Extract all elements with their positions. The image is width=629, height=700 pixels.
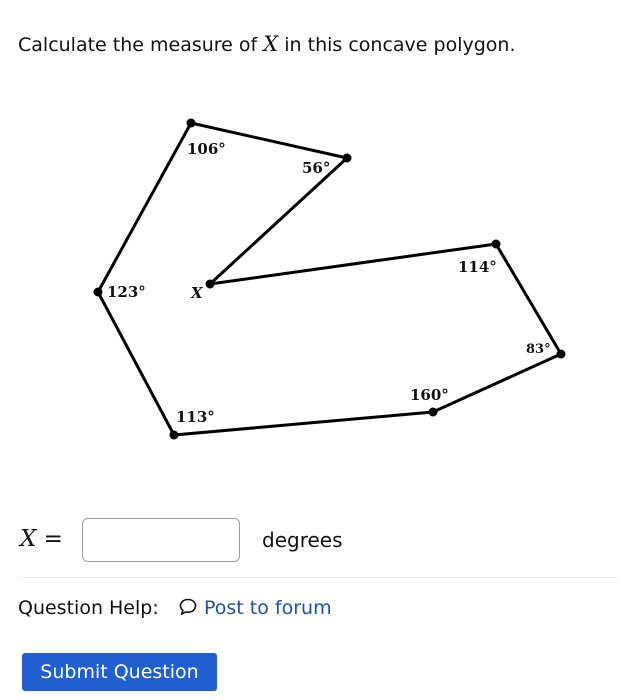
divider [18, 577, 618, 578]
angle-label-123: 123° [107, 283, 146, 301]
submit-question-button[interactable]: Submit Question [22, 653, 217, 691]
answer-input[interactable] [82, 518, 240, 562]
question-help-label: Question Help: [18, 597, 159, 619]
answer-variable: X [20, 526, 37, 552]
question-suffix: in this concave polygon. [278, 34, 516, 56]
question-prefix: Calculate the measure of [18, 34, 264, 56]
angle-label-160: 160° [410, 386, 449, 404]
question-variable: X [263, 32, 279, 56]
angle-label-83: 83° [526, 342, 551, 357]
vertex-dot [94, 288, 103, 297]
answer-row [18, 518, 618, 564]
vertex-dot [557, 350, 566, 359]
answer-variable-label [20, 526, 63, 552]
angle-label-114: 114° [458, 258, 497, 276]
vertex-dot [492, 240, 501, 249]
question-help [18, 597, 332, 619]
vertex-dot [187, 119, 196, 128]
speech-bubble-icon [178, 597, 198, 617]
angle-label-56: 56° [302, 159, 331, 177]
angle-label-106: 106° [187, 140, 226, 158]
vertex-dot [343, 154, 352, 163]
vertex-dot [206, 280, 215, 289]
vertex-dot [429, 408, 438, 417]
post-to-forum-link[interactable] [178, 597, 332, 619]
answer-equals: = [36, 526, 63, 552]
answer-unit: degrees [262, 528, 343, 552]
angle-label-x: X [191, 284, 203, 302]
angle-label-113: 113° [176, 408, 215, 426]
post-to-forum-label: Post to forum [204, 597, 332, 619]
vertex-dot [170, 431, 179, 440]
